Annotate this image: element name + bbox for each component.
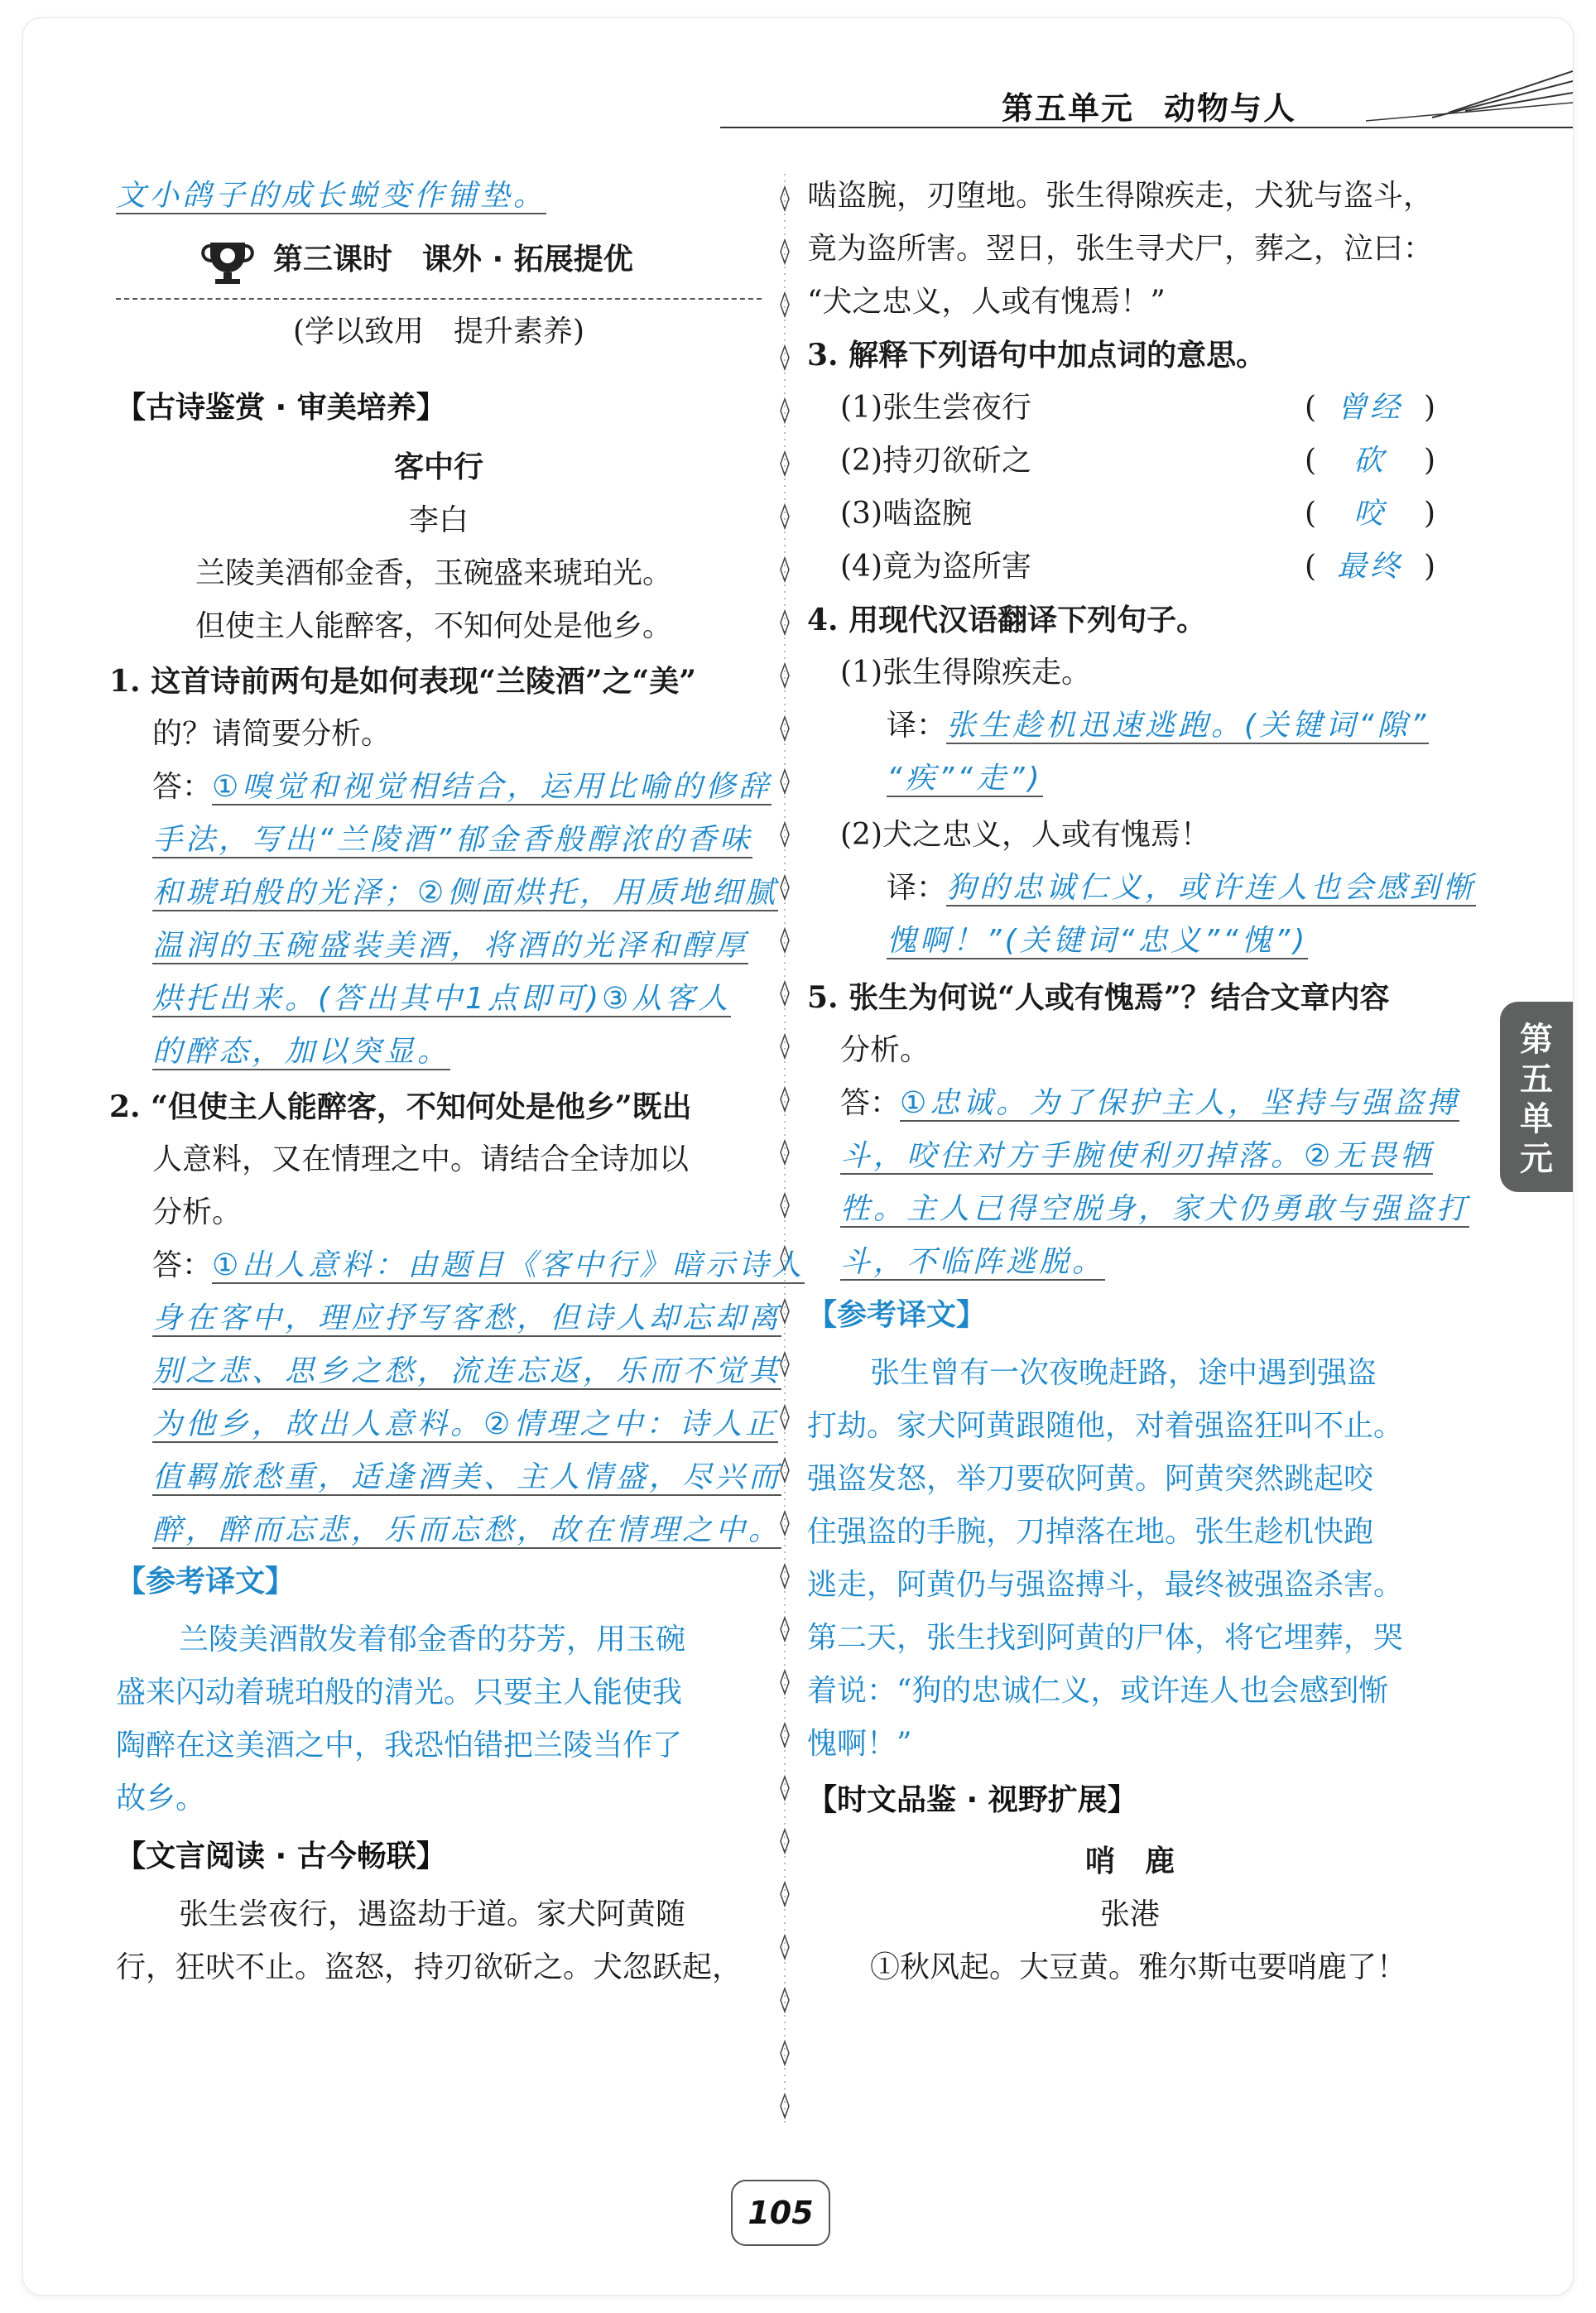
divider-diamond — [781, 1777, 789, 1800]
divider-diamond — [781, 1936, 789, 1959]
page-number: 105 — [731, 2180, 830, 2246]
divider-diamond — [781, 1300, 789, 1323]
divider-diamond — [781, 982, 789, 1005]
header-unit: 第五单元 — [1002, 90, 1135, 127]
answer-2-line-6: 醉，醉而忘悲，乐而忘愁，故在情理之中。 — [152, 1513, 782, 1547]
ref-translation-2-line-2: 打劫。家犬阿黄跟随他，对着强盗狂叫不止。 — [807, 1409, 1404, 1443]
divider-diamond — [781, 876, 789, 899]
poem-line-2: 但使主人能醉客，不知何处是他乡。 — [195, 609, 673, 643]
divider-diamond — [781, 187, 789, 210]
question-1-cont: 的？请简要分析。 — [152, 717, 392, 751]
ref-translation-2-line-5: 逃走，阿黄仍与强盗搏斗，最终被强盗杀害。 — [807, 1568, 1404, 1602]
answer-2-line-3: 别之悲、思乡之愁，流连忘返，乐而不觉其 — [152, 1354, 782, 1388]
divider-diamond — [781, 1883, 789, 1906]
divider-diamond — [781, 770, 789, 793]
q4-item-2: (2)犬之忠义，人或有愧焉！ — [840, 818, 1210, 852]
divider-diamond — [781, 1830, 789, 1853]
answer-1-line-2: 手法，写出“兰陵酒”郁金香般醇浓的香味 — [152, 823, 753, 857]
question-2-cont-2: 分析。 — [152, 1195, 243, 1229]
divider-diamond — [781, 1565, 789, 1588]
section-title-ref-translation-1: 【参考译文】 — [116, 1565, 296, 1599]
divider-diamond — [781, 293, 789, 316]
answer-1-line-4: 温润的玉碗盛装美酒，将酒的光泽和醇厚 — [152, 929, 749, 963]
divider-diamond — [781, 2041, 789, 2065]
unit-side-tab — [1500, 1002, 1573, 1192]
divider-diamond — [781, 1618, 789, 1641]
classical-text-line-3: 啮盗腕，刃堕地。张生得隙疾走，犬犹与盗斗， — [807, 179, 1434, 213]
ref-translation-1-line-4: 故乡。 — [116, 1782, 206, 1815]
ref-translation-1-line-1: 兰陵美酒散发着郁金香的芬芳，用玉碗 — [179, 1623, 686, 1657]
divider-diamond — [781, 1035, 789, 1058]
column-divider — [778, 174, 791, 2128]
ref-translation-2-line-3: 强盗发怒，举刀要砍阿黄。阿黄突然跳起咬 — [807, 1462, 1374, 1496]
divider-diamond — [781, 717, 789, 740]
ref-translation-2-line-8: 愧啊！” — [807, 1727, 912, 1761]
divider-diamond — [781, 611, 789, 634]
divider-diamond — [781, 1406, 789, 1429]
classical-text-line-2: 行，狂吠不止。盗怒，持刃欲斫之。犬忽跃起， — [116, 1950, 743, 1984]
question-2: 2. “但使主人能醉客，不知何处是他乡”既出 — [109, 1089, 692, 1124]
q4-item-1-answer-line-2: “疾”“走”) — [887, 762, 1043, 796]
running-header — [1002, 83, 1296, 128]
prev-answer-line: 文小鸽子的成长蜕变作铺垫。 — [116, 179, 547, 213]
header-topic: 动物与人 — [1164, 90, 1297, 127]
question-5-cont: 分析。 — [840, 1033, 930, 1067]
classical-text-line-4: 竟为盗所害。翌日，张生寻犬尸，葬之，泣曰： — [807, 232, 1434, 266]
article-line-1: ①秋风起。大豆黄。雅尔斯屯要哨鹿了！ — [870, 1950, 1407, 1984]
answer-1-line-1: 答：①嗅觉和视觉相结合，运用比喻的修辞 — [152, 770, 772, 804]
q4-item-1: (1)张生得隙疾走。 — [840, 656, 1091, 690]
divider-diamond — [781, 346, 789, 369]
divider-diamond — [781, 1724, 789, 1747]
answer-1-line-6: 的醉态，加以突显。 — [152, 1035, 451, 1069]
answer-2-line-1: 答：①出人意料：由题目《客中行》暗示诗人 — [152, 1248, 805, 1282]
question-5: 5. 张生为何说“人或有愧焉”？结合文章内容 — [807, 980, 1390, 1015]
divider-diamond — [781, 240, 789, 263]
divider-diamond — [781, 1088, 789, 1111]
divider-diamond — [781, 2094, 789, 2118]
poem-title: 客中行 — [393, 450, 483, 484]
divider-diamond — [781, 1512, 789, 1535]
section-title-modern: 【时文品鉴 · 视野扩展】 — [807, 1783, 1137, 1817]
q4-item-2-answer-line-2: 愧啊！”(关键词“忠义”“愧”) — [887, 924, 1309, 958]
divider-diamond — [781, 1988, 789, 2012]
q4-item-1-answer-line-1: 译：张生趁机迅速逃跑。(关键词“隙” — [887, 709, 1430, 743]
section-title-classical: 【文言阅读 · 古今畅联】 — [116, 1839, 446, 1873]
divider-diamond — [781, 823, 789, 846]
classical-text-line-5: “犬之忠义，人或有愧焉！” — [807, 285, 1166, 319]
article-author: 张港 — [1099, 1897, 1160, 1931]
question-2-cont-1: 人意料，又在情理之中。请结合全诗加以 — [152, 1142, 690, 1176]
divider-diamond — [781, 452, 789, 475]
ref-translation-1-line-3: 陶醉在这美酒之中，我恐怕错把兰陵当作了 — [116, 1729, 683, 1762]
divider-diamond — [781, 1141, 789, 1164]
section-title-ref-translation-2: 【参考译文】 — [807, 1298, 987, 1332]
lesson-title: 第三课时 课外 · 拓展提优 — [273, 243, 633, 277]
divider-diamond — [781, 1459, 789, 1482]
lesson-header — [116, 236, 762, 286]
dashed-rule — [116, 298, 762, 300]
divider-diamond — [781, 929, 789, 952]
question-4: 4. 用现代汉语翻译下列句子。 — [807, 603, 1207, 637]
q3-item-3: (3)啮盗腕 ( 咬 ) — [840, 497, 1436, 531]
answer-2-line-4: 为他乡，故出人意料。②情理之中：诗人正 — [152, 1407, 779, 1441]
unit-side-tab-label: 第 五 单 元 — [1520, 1021, 1553, 1178]
ref-translation-2-line-4: 住强盗的手腕，刀掉落在地。张生趁机快跑 — [807, 1515, 1374, 1549]
poem-author: 李白 — [408, 503, 469, 537]
q3-item-2: (2)持刃欲斫之 ( 砍 ) — [840, 444, 1436, 478]
answer-1-line-3: 和琥珀般的光泽；②侧面烘托，用质地细腻 — [152, 876, 779, 910]
ref-translation-1-line-2: 盛来闪动着琥珀般的清光。只要主人能使我 — [116, 1676, 683, 1710]
divider-diamond — [781, 505, 789, 528]
ref-translation-2-line-7: 着说：“狗的忠诚仁义，或许连人也会感到惭 — [807, 1674, 1389, 1708]
divider-diamond — [781, 664, 789, 687]
answer-2-line-2: 身在客中，理应抒写客愁，但诗人却忘却离 — [152, 1301, 782, 1335]
answer-5-line-2: 斗，咬住对方手腕使利刃掉落。②无畏牺 — [840, 1139, 1434, 1173]
ref-translation-2-line-6: 第二天，张生找到阿黄的尸体，将它埋葬，哭 — [807, 1621, 1404, 1655]
section-title-poetry: 【古诗鉴赏 · 审美培养】 — [116, 391, 446, 425]
divider-diamond — [781, 1194, 789, 1217]
q3-item-4: (4)竟为盗所害 ( 最终 ) — [840, 550, 1436, 584]
q3-item-1: (1)张生尝夜行 ( 曾经 ) — [840, 391, 1436, 425]
question-3: 3. 解释下列语句中加点词的意思。 — [807, 338, 1267, 373]
question-1: 1. 这首诗前两句是如何表现“兰陵酒”之“美” — [109, 664, 696, 699]
answer-1-line-5: 烘托出来。(答出其中1点即可)③从客人 — [152, 982, 732, 1016]
article-title: 哨 鹿 — [1084, 1844, 1175, 1878]
divider-diamond — [781, 558, 789, 581]
answer-5-line-3: 牲。主人已得空脱身，家犬仍勇敢与强盗打 — [840, 1192, 1470, 1226]
trophy-icon — [199, 236, 257, 286]
ref-translation-2-line-1: 张生曾有一次夜晚赶路，途中遇到强盗 — [870, 1356, 1377, 1390]
answer-5-line-4: 斗，不临阵逃脱。 — [840, 1245, 1106, 1279]
divider-diamond — [781, 1353, 789, 1376]
answer-2-line-5: 值羁旅愁重，适逢酒美、主人情盛，尽兴而 — [152, 1460, 782, 1494]
poem-line-1: 兰陵美酒郁金香，玉碗盛来琥珀光。 — [195, 556, 673, 590]
answer-5-line-1: 答：①忠诚。为了保护主人，坚持与强盗搏 — [840, 1086, 1460, 1120]
classical-text-line-1: 张生尝夜行，遇盗劫于道。家犬阿黄随 — [179, 1897, 686, 1931]
divider-diamond — [781, 399, 789, 422]
lesson-subtitle: (学以致用 提升素养) — [292, 315, 585, 349]
divider-diamond — [781, 1671, 789, 1694]
q4-item-2-answer-line-1: 译：狗的忠诚仁义，或许连人也会感到惭 — [887, 871, 1477, 905]
